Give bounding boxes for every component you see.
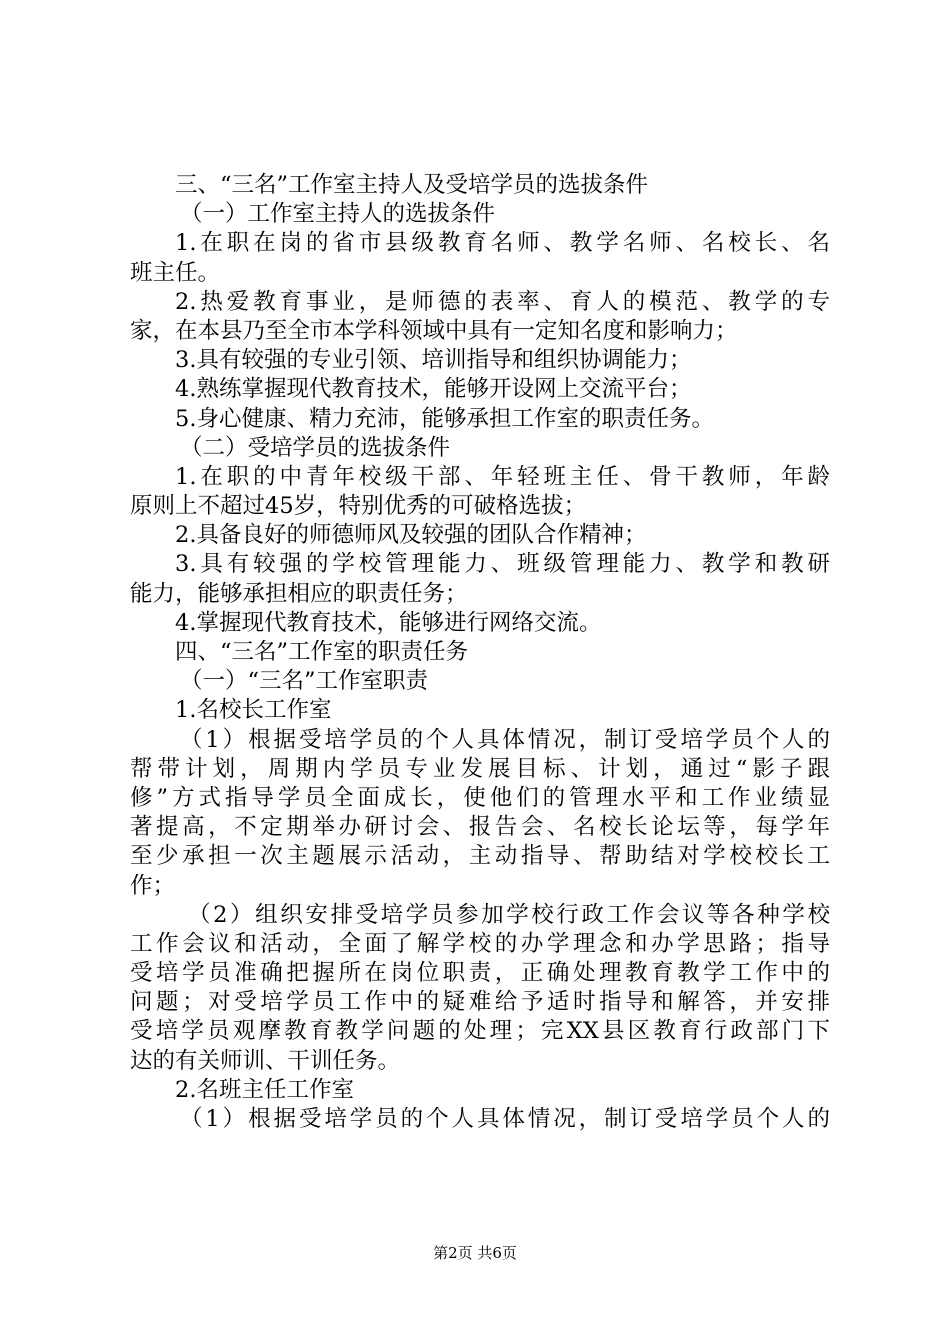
text-line: 2.热爱教育事业，是师德的表率、育人的模范、教学的专 xyxy=(175,288,830,315)
text-line: 原则上不超过45岁，特别优秀的可破格选拔； xyxy=(130,493,587,520)
text-line: 受培学员观摩教育教学问题的处理；完XX县区教育行政部门下 xyxy=(130,1018,830,1045)
text-line: 班主任。 xyxy=(130,259,221,286)
text-line: 能力，能够承担相应的职责任务； xyxy=(130,580,468,607)
text-line: 3.具有较强的学校管理能力、班级管理能力、教学和教研 xyxy=(175,551,830,578)
text-line: 工作会议和活动，全面了解学校的办学理念和办学思路；指导 xyxy=(130,930,830,957)
text-line: （1）根据受培学员的个人具体情况，制订受培学员个人的 xyxy=(180,1106,830,1132)
text-line: 受培学员准确把握所在岗位职责，正确处理教育教学工作中的 xyxy=(130,960,830,987)
text-line: （一）“三名”工作室职责 xyxy=(180,668,429,695)
text-line: 三、“三名”工作室主持人及受培学员的选拔条件 xyxy=(175,172,649,198)
text-line: 作； xyxy=(130,872,176,899)
document-body xyxy=(130,171,830,1134)
text-line: 问题；对受培学员工作中的疑难给予适时指导和解答，并安排 xyxy=(130,989,830,1016)
text-line: 1.在职在岗的省市县级教育名师、教学名师、名校长、名 xyxy=(175,230,830,257)
text-line: 修”方式指导学员全面成长，使他们的管理水平和工作业绩显 xyxy=(130,784,830,811)
text-line: 家，在本县乃至全市本学科领域中具有一定知名度和影响力； xyxy=(130,317,738,344)
text-line: 至少承担一次主题展示活动，主动指导、帮助结对学校校长工 xyxy=(130,843,830,870)
text-line: 4.掌握现代教育技术，能够进行网络交流。 xyxy=(175,609,602,636)
text-line: 著提高，不定期举办研讨会、报告会、名校长论坛等，每学年 xyxy=(130,814,830,841)
text-line: 2.名班主任工作室 xyxy=(175,1076,354,1103)
text-line: （一）工作室主持人的选拔条件 xyxy=(180,201,496,228)
text-line: 帮带计划，周期内学员专业发展目标、计划，通过“影子跟 xyxy=(130,755,830,782)
text-line: 2.具备良好的师德师风及较强的团队合作精神； xyxy=(175,522,647,549)
text-line: 1.在职的中青年校级干部、年轻班主任、骨干教师，年龄 xyxy=(175,463,830,490)
text-line: 5.身心健康、精力充沛，能够承担工作室的职责任务。 xyxy=(175,405,714,432)
text-line: （2）组织安排受培学员参加学校行政工作会议等各种学校 xyxy=(188,901,830,928)
text-line: 1.名校长工作室 xyxy=(175,697,332,724)
text-line: （1）根据受培学员的个人具体情况，制订受培学员个人的 xyxy=(180,726,830,753)
text-line: 4.熟练掌握现代教育技术，能够开设网上交流平台； xyxy=(175,376,692,403)
text-line: 3.具有较强的专业引领、培训指导和组织协调能力； xyxy=(175,347,692,374)
text-line: 四、“三名”工作室的职责任务 xyxy=(175,639,469,665)
text-line: 达的有关师训、干训任务。 xyxy=(130,1047,401,1074)
text-line: （二）受培学员的选拔条件 xyxy=(180,434,451,461)
page-footer: 第2页 共6页 xyxy=(433,1244,517,1262)
